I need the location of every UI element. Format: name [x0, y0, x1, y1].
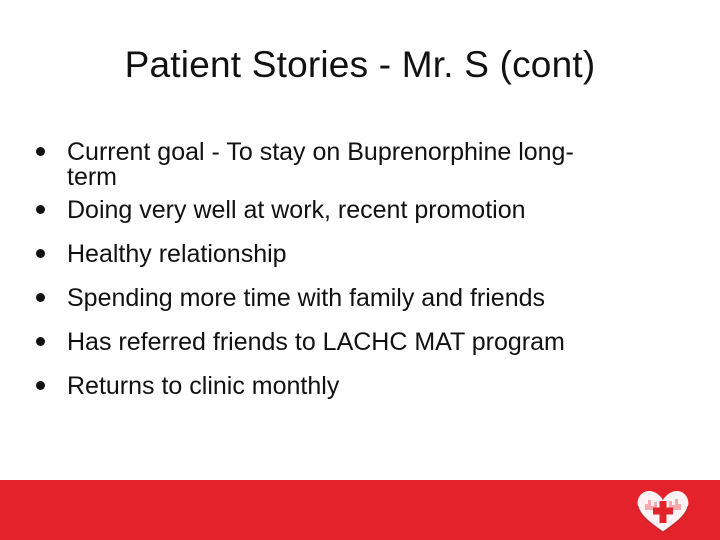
bullet-text: Spending more time with family and friends — [67, 284, 546, 312]
bullet-item — [36, 232, 676, 276]
bullet-text: Returns to clinic monthly — [67, 372, 340, 400]
bullet-text: Healthy relationship — [67, 240, 287, 268]
heart-cross-logo-icon — [634, 488, 692, 534]
bullet-item — [36, 364, 676, 408]
bullet-text: Doing very well at work, recent promotion — [67, 196, 526, 224]
footer-bar — [0, 480, 720, 540]
bullet-text: Current goal - To stay on Buprenorphine long- — [67, 138, 574, 166]
bullet-item — [36, 276, 676, 320]
bullet-text: Has referred friends to LACHC MAT program — [67, 328, 565, 356]
bullet-item — [36, 188, 676, 232]
slide-title: Patient Stories - Mr. S (cont) — [124, 44, 596, 85]
bullet-dot-icon — [36, 205, 45, 214]
bullet-item — [36, 320, 676, 364]
bullet-text-continuation: term — [67, 163, 117, 191]
bullet-item — [36, 130, 676, 191]
bullet-dot-icon — [36, 293, 45, 302]
bullet-dot-icon — [36, 337, 45, 346]
bullet-dot-icon — [36, 147, 45, 156]
bullet-list — [36, 130, 676, 408]
bullet-dot-icon — [36, 249, 45, 258]
bullet-dot-icon — [36, 381, 45, 390]
